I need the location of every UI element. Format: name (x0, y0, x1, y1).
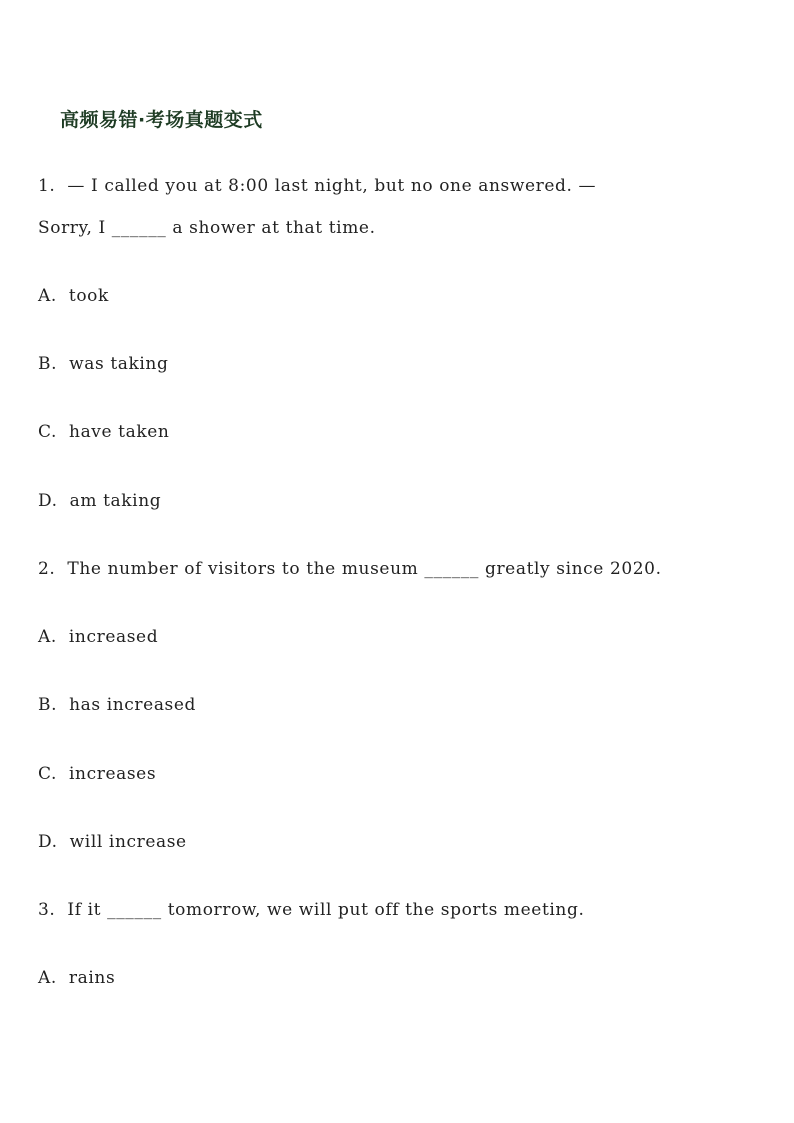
option-letter: C. (38, 764, 58, 784)
option-text: increased (68, 627, 159, 647)
option-letter: A. (38, 286, 57, 306)
question-2-stem (38, 559, 662, 579)
question-number: 1. (38, 176, 56, 196)
option-text: have taken (69, 422, 170, 442)
option-text: increases (69, 764, 157, 784)
question-3-option-a (38, 968, 115, 988)
option-letter: D. (38, 491, 58, 511)
option-text: rains (68, 968, 116, 988)
question-1-option-b (38, 354, 168, 374)
question-2-option-b (38, 695, 196, 715)
question-text: — I called you at 8:00 last night, but no one answered. — (67, 176, 597, 196)
question-1-option-c (38, 422, 169, 442)
question-number: 3. (38, 900, 56, 920)
question-3-stem (38, 900, 584, 920)
question-1-option-d (38, 491, 161, 511)
option-letter: A. (38, 627, 57, 647)
question-number: 2. (38, 559, 56, 579)
question-text: If it ______ tomorrow, we will put off the sports meeting. (67, 900, 585, 920)
question-1-option-a (38, 286, 109, 306)
option-text: will increase (69, 832, 187, 852)
question-1-stem-line-2: Sorry, I ______ a shower at that time. (38, 218, 376, 238)
option-text: took (68, 286, 109, 306)
option-text: was taking (69, 354, 169, 374)
question-text: The number of visitors to the museum ______ greatly since 2020. (67, 559, 662, 579)
option-text: am taking (69, 491, 162, 511)
option-letter: D. (38, 832, 58, 852)
question-1-stem-line-1 (38, 176, 596, 196)
question-2-option-d (38, 832, 187, 852)
option-text: has increased (69, 695, 197, 715)
option-letter: A. (38, 968, 57, 988)
question-2-option-c (38, 764, 156, 784)
question-2-option-a (38, 627, 158, 647)
option-letter: B. (38, 695, 58, 715)
section-heading: 高频易错·考场真题变式 (60, 109, 263, 131)
option-letter: C. (38, 422, 58, 442)
option-letter: B. (38, 354, 58, 374)
